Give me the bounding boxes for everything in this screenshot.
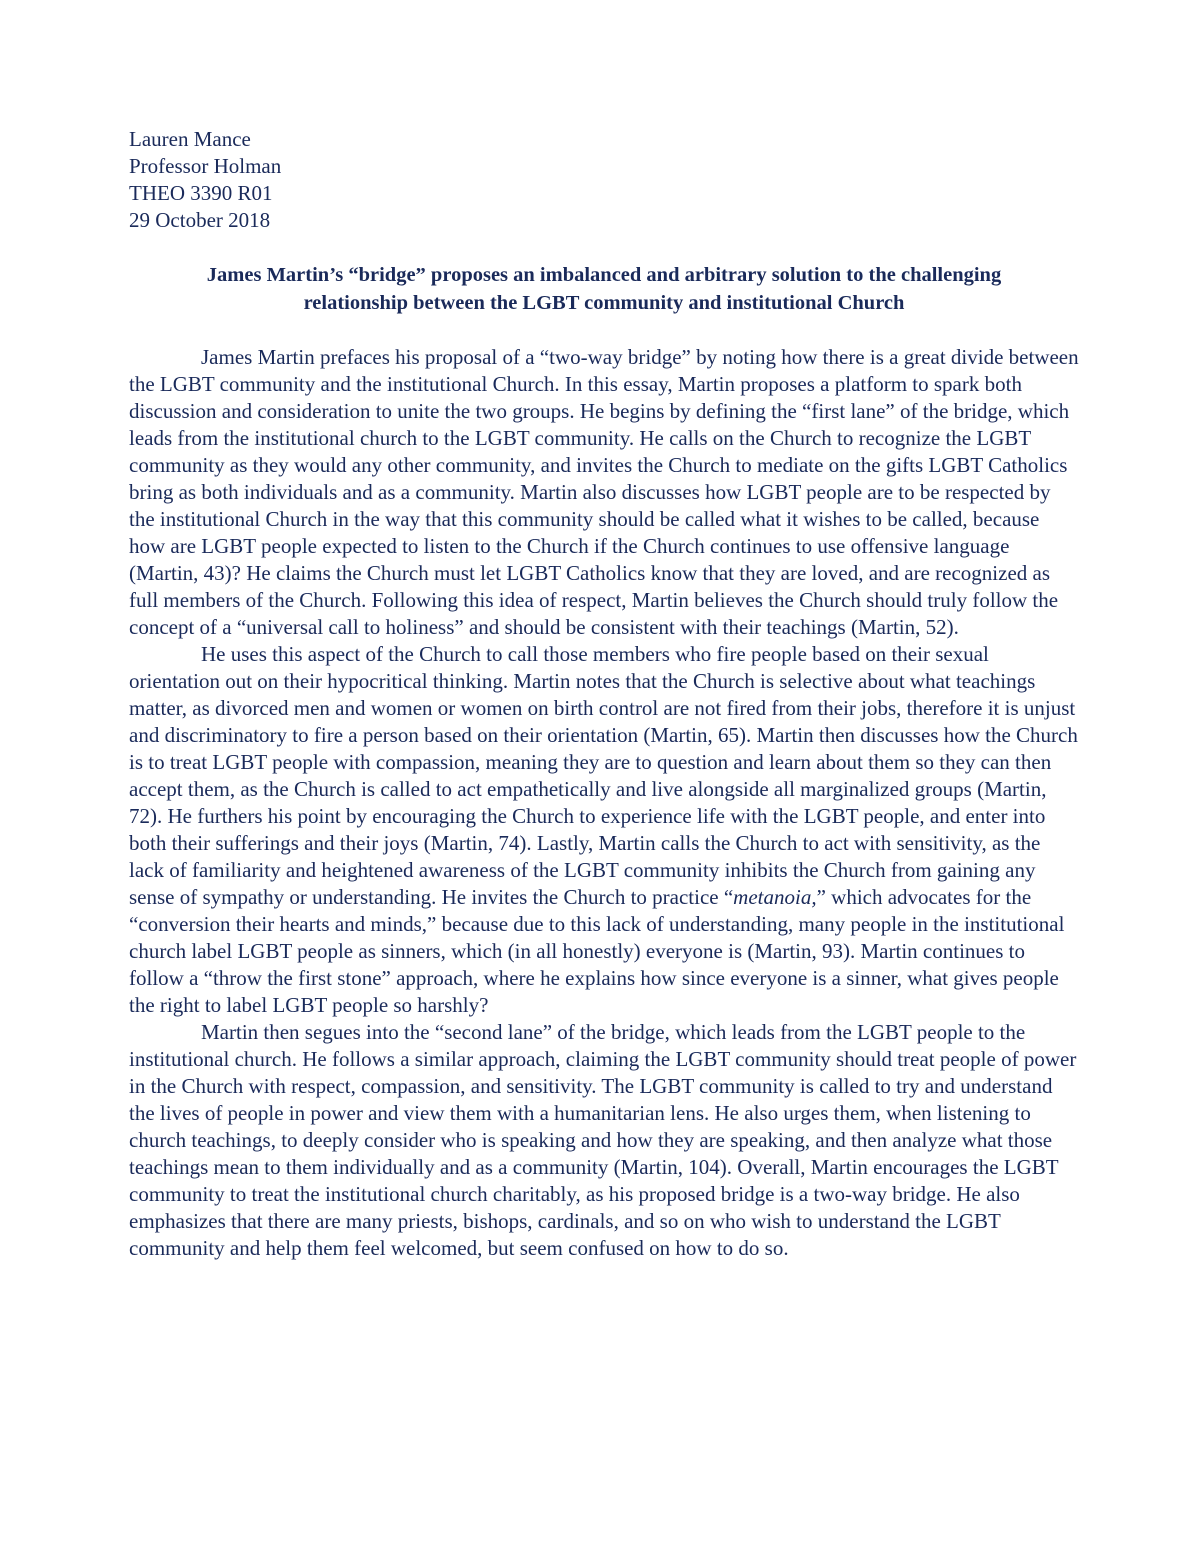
essay-title-line-2: relationship between the LGBT community and institutional Church [303, 292, 905, 314]
essay-title-line-1: James Martin’s “bridge” proposes an imbalanced and arbitrary solution to the challenging [206, 264, 1002, 286]
author-name: Lauren Mance [129, 127, 251, 151]
body-paragraph-3: Martin then segues into the “second lane” of the bridge, which leads from the LGBT people to the institutional church. He follows a similar approach, claiming the LGBT community should treat people of power in the Church with respect, compassion, and sensitivity. The LGBT community is called to try and understand the lives of people in power and view them with a humanitarian lens. He also urges them, when listening to church teachings, to deeply consider who is speaking and how they are speaking, and then analyze what those teachings mean to them individually and as a community (Martin, 104). Overall, Martin encourages the LGBT community to treat the institutional church charitably, as his proposed bridge is a two-way bridge. He also emphasizes that there are many priests, bishops, cardinals, and so on who wish to understand the LGBT community and help them feel welcomed, but seem confused on how to do so. [129, 1020, 1077, 1260]
essay-title [129, 261, 1079, 317]
professor-name: Professor Holman [129, 154, 282, 178]
paragraph-2-italic-term: metanoia, [733, 885, 817, 909]
document-date: 29 October 2018 [129, 208, 271, 232]
course-code: THEO 3390 R01 [129, 181, 273, 205]
body-paragraph-2 [129, 641, 1079, 1019]
paragraph-2-text-after: ” which advocates for the “conversion their hearts and minds,” because due to this lack of understanding, many people in the institutional church label LGBT people as sinners, which (in all honestly) everyone is (Martin, 93). Martin continues to follow a “throw the first stone” approach, where he explains how since everyone is a sinner, what gives people the right to label LGBT people so harshly? [129, 885, 1065, 1017]
paragraph-2-text-before: He uses this aspect of the Church to call those members who fire people based on their sexual orientation out on their hypocritical thinking. Martin notes that the Church is selective about what teachings matter, as divorced men and women or women on birth control are not fired from their jobs, therefore it is unjust and discriminatory to fire a person based on their orientation (Martin, 65). Martin then discusses how the Church is to treat LGBT people with compassion, meaning they are to question and learn about them so they can then accept them, as the Church is called to act empathetically and live alongside all marginalized groups (Martin, 72). He furthers his point by encouraging the Church to experience life with the LGBT people, and enter into both their sufferings and their joys (Martin, 74). Lastly, Martin calls the Church to act with sensitivity, as the lack of familiarity and heightened awareness of the LGBT community inhibits the Church from gaining any sense of sympathy or understanding. He invites the Church to practice “ [129, 642, 1078, 909]
body-paragraph-1: James Martin prefaces his proposal of a “two-way bridge” by noting how there is a great divide between the LGBT community and the institutional Church. In this essay, Martin proposes a platform to spark both discussion and consideration to unite the two groups. He begins by defining the “first lane” of the bridge, which leads from the institutional church to the LGBT community. He calls on the Church to recognize the LGBT community as they would any other community, and invites the Church to mediate on the gifts LGBT Catholics bring as both individuals and as a community. Martin also discusses how LGBT people are to be respected by the institutional Church in the way that this community should be called what it wishes to be called, because how are LGBT people expected to listen to the Church if the Church continues to use offensive language (Martin, 43)? He claims the Church must let LGBT Catholics know that they are loved, and are recognized as full members of the Church. Following this idea of respect, Martin believes the Church should truly follow the concept of a “universal call to holiness” and should be consistent with their teachings (Martin, 52). [129, 345, 1079, 639]
document-content [129, 126, 1079, 1262]
